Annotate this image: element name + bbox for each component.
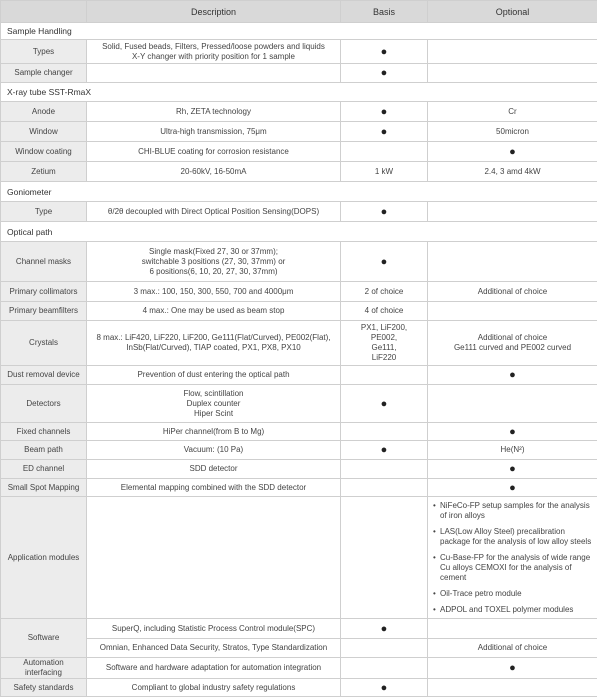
row-description: Vacuum: (10 Pa) [87,441,341,460]
basis-bullet: ● [341,202,428,222]
row-label: Crystals [1,321,87,366]
row-label: Safety standards [1,679,87,697]
row-description: Omnian, Enhanced Data Security, Stratos, Type Standardization [87,639,341,658]
basis-cell [341,366,428,385]
list-item: • ADPOL and TOXEL polymer modules [440,605,593,615]
section-sample-handling: Sample Handling [1,23,597,40]
basis-cell [341,658,428,679]
section-row [1,182,597,202]
row-description: θ/2θ decoupled with Direct Optical Position Sensing(DOPS) [87,202,341,222]
optional-bullet: ● [428,658,597,679]
row-description: Elemental mapping combined with the SDD detector [87,479,341,497]
basis-cell [341,639,428,658]
optional-bullet: ● [428,142,597,162]
optional-cell [428,385,597,423]
header-blank [1,1,87,23]
header-optional: Optional [428,1,597,23]
table-row [1,142,597,162]
basis-bullet: ● [341,619,428,639]
basis-cell: 2 of choice [341,282,428,302]
section-row [1,83,597,102]
row-label: Types [1,40,87,64]
optional-bullet: ● [428,460,597,479]
row-label: Primary beamfilters [1,302,87,321]
row-description: Solid, Fused beads, Filters, Pressed/loose powders and liquids X-Y changer with priority position for 1 sample [87,40,341,64]
row-label: Automation interfacing [1,658,87,679]
header-description: Description [87,1,341,23]
section-optical-path: Optical path [1,222,597,242]
row-label: Anode [1,102,87,122]
table-row [1,122,597,142]
table-row [1,479,597,497]
table-row [1,102,597,122]
optional-cell [428,242,597,282]
row-label: Fixed channels [1,423,87,441]
optional-cell: Additional of choice [428,282,597,302]
basis-bullet: ● [341,102,428,122]
basis-cell: PX1, LiF200, PE002, Ge111, LiF220 [341,321,428,366]
header-basis: Basis [341,1,428,23]
basis-cell [341,479,428,497]
basis-bullet: ● [341,385,428,423]
table-row [1,423,597,441]
basis-bullet: ● [341,40,428,64]
table-row [1,282,597,302]
row-label: Type [1,202,87,222]
list-item: • NiFeCo-FP setup samples for the analysis of iron alloys [440,501,593,521]
row-description [87,497,341,619]
table-row [1,242,597,282]
row-description: Compliant to global industry safety regulations [87,679,341,697]
row-label: Small Spot Mapping [1,479,87,497]
optional-cell: Additional of choice [428,639,597,658]
basis-cell [341,423,428,441]
row-description: Single mask(Fixed 27, 30 or 37mm); switchable 3 positions (27, 30, 37mm) or 6 positions(6, 10, 20, 27, 30, 37mm) [87,242,341,282]
optional-bullet: ● [428,366,597,385]
basis-cell: 4 of choice [341,302,428,321]
row-label: Beam path [1,441,87,460]
application-modules-list [432,501,593,615]
table-row [1,385,597,423]
basis-bullet: ● [341,242,428,282]
list-item: • Cu-Base-FP for the analysis of wide range Cu alloys CEMOXI for the analysis of cement [440,553,593,583]
row-description: Prevention of dust entering the optical path [87,366,341,385]
table-row [1,321,597,366]
row-description: Flow, scintillation Duplex counter Hiper Scint [87,385,341,423]
optional-cell [428,302,597,321]
optional-cell [428,40,597,64]
table-row [1,162,597,182]
table-row [1,366,597,385]
row-label: Detectors [1,385,87,423]
row-description: 8 max.: LiF420, LiF220, LiF200, Ge111(Flat/Curved), PE002(Flat), InSb(Flat/Curved), TIAP coated, PX1, PX8, PX10 [87,321,341,366]
row-label: ED channel [1,460,87,479]
table-row [1,658,597,679]
row-description: Software and hardware adaptation for automation integration [87,658,341,679]
table-row [1,64,597,83]
row-description: 3 max.: 100, 150, 300, 550, 700 and 4000μm [87,282,341,302]
header-row [1,1,597,23]
basis-cell: 1 kW [341,162,428,182]
application-modules-list-cell [428,497,597,619]
row-description: SDD detector [87,460,341,479]
basis-bullet: ● [341,679,428,697]
row-description: 20-60kV, 16-50mA [87,162,341,182]
optional-cell [428,679,597,697]
table-row [1,202,597,222]
row-label: Dust removal device [1,366,87,385]
table-row [1,460,597,479]
optional-cell: 2.4, 3 amd 4kW [428,162,597,182]
basis-bullet: ● [341,64,428,83]
basis-cell [341,497,428,619]
basis-cell [341,142,428,162]
row-label: Software [1,619,87,658]
list-item: • LAS(Low Alloy Steel) precalibration package for the analysis of low alloy steels [440,527,593,547]
table-row [1,302,597,321]
row-description: CHI-BLUE coating for corrosion resistance [87,142,341,162]
optional-cell [428,202,597,222]
optional-cell [428,619,597,639]
row-label: Zetium [1,162,87,182]
row-description: Ultra-high transmission, 75μm [87,122,341,142]
table-row [1,441,597,460]
row-description: 4 max.: One may be used as beam stop [87,302,341,321]
basis-bullet: ● [341,441,428,460]
section-xray-tube: X-ray tube SST-RmaX [1,83,597,102]
row-label: Primary collimators [1,282,87,302]
section-row [1,222,597,242]
optional-cell: He(N²) [428,441,597,460]
optional-cell: Additional of choice Ge111 curved and PE002 curved [428,321,597,366]
optional-cell: Cr [428,102,597,122]
row-description [87,64,341,83]
optional-cell: 50micron [428,122,597,142]
optional-cell [428,64,597,83]
row-label: Window [1,122,87,142]
basis-cell [341,460,428,479]
row-description: HiPer channel(from B to Mg) [87,423,341,441]
list-item: • Oil-Trace petro module [440,589,593,599]
section-row [1,23,597,40]
table-row [1,639,597,658]
row-label: Channel masks [1,242,87,282]
basis-bullet: ● [341,122,428,142]
table-row [1,497,597,619]
row-description: SuperQ, including Statistic Process Control module(SPC) [87,619,341,639]
table-row [1,40,597,64]
table-row [1,679,597,697]
section-goniometer: Goniometer [1,182,597,202]
row-label: Application modules [1,497,87,619]
row-label: Window coating [1,142,87,162]
table-row [1,619,597,639]
optional-bullet: ● [428,479,597,497]
optional-bullet: ● [428,423,597,441]
row-label: Sample changer [1,64,87,83]
row-description: Rh, ZETA technology [87,102,341,122]
